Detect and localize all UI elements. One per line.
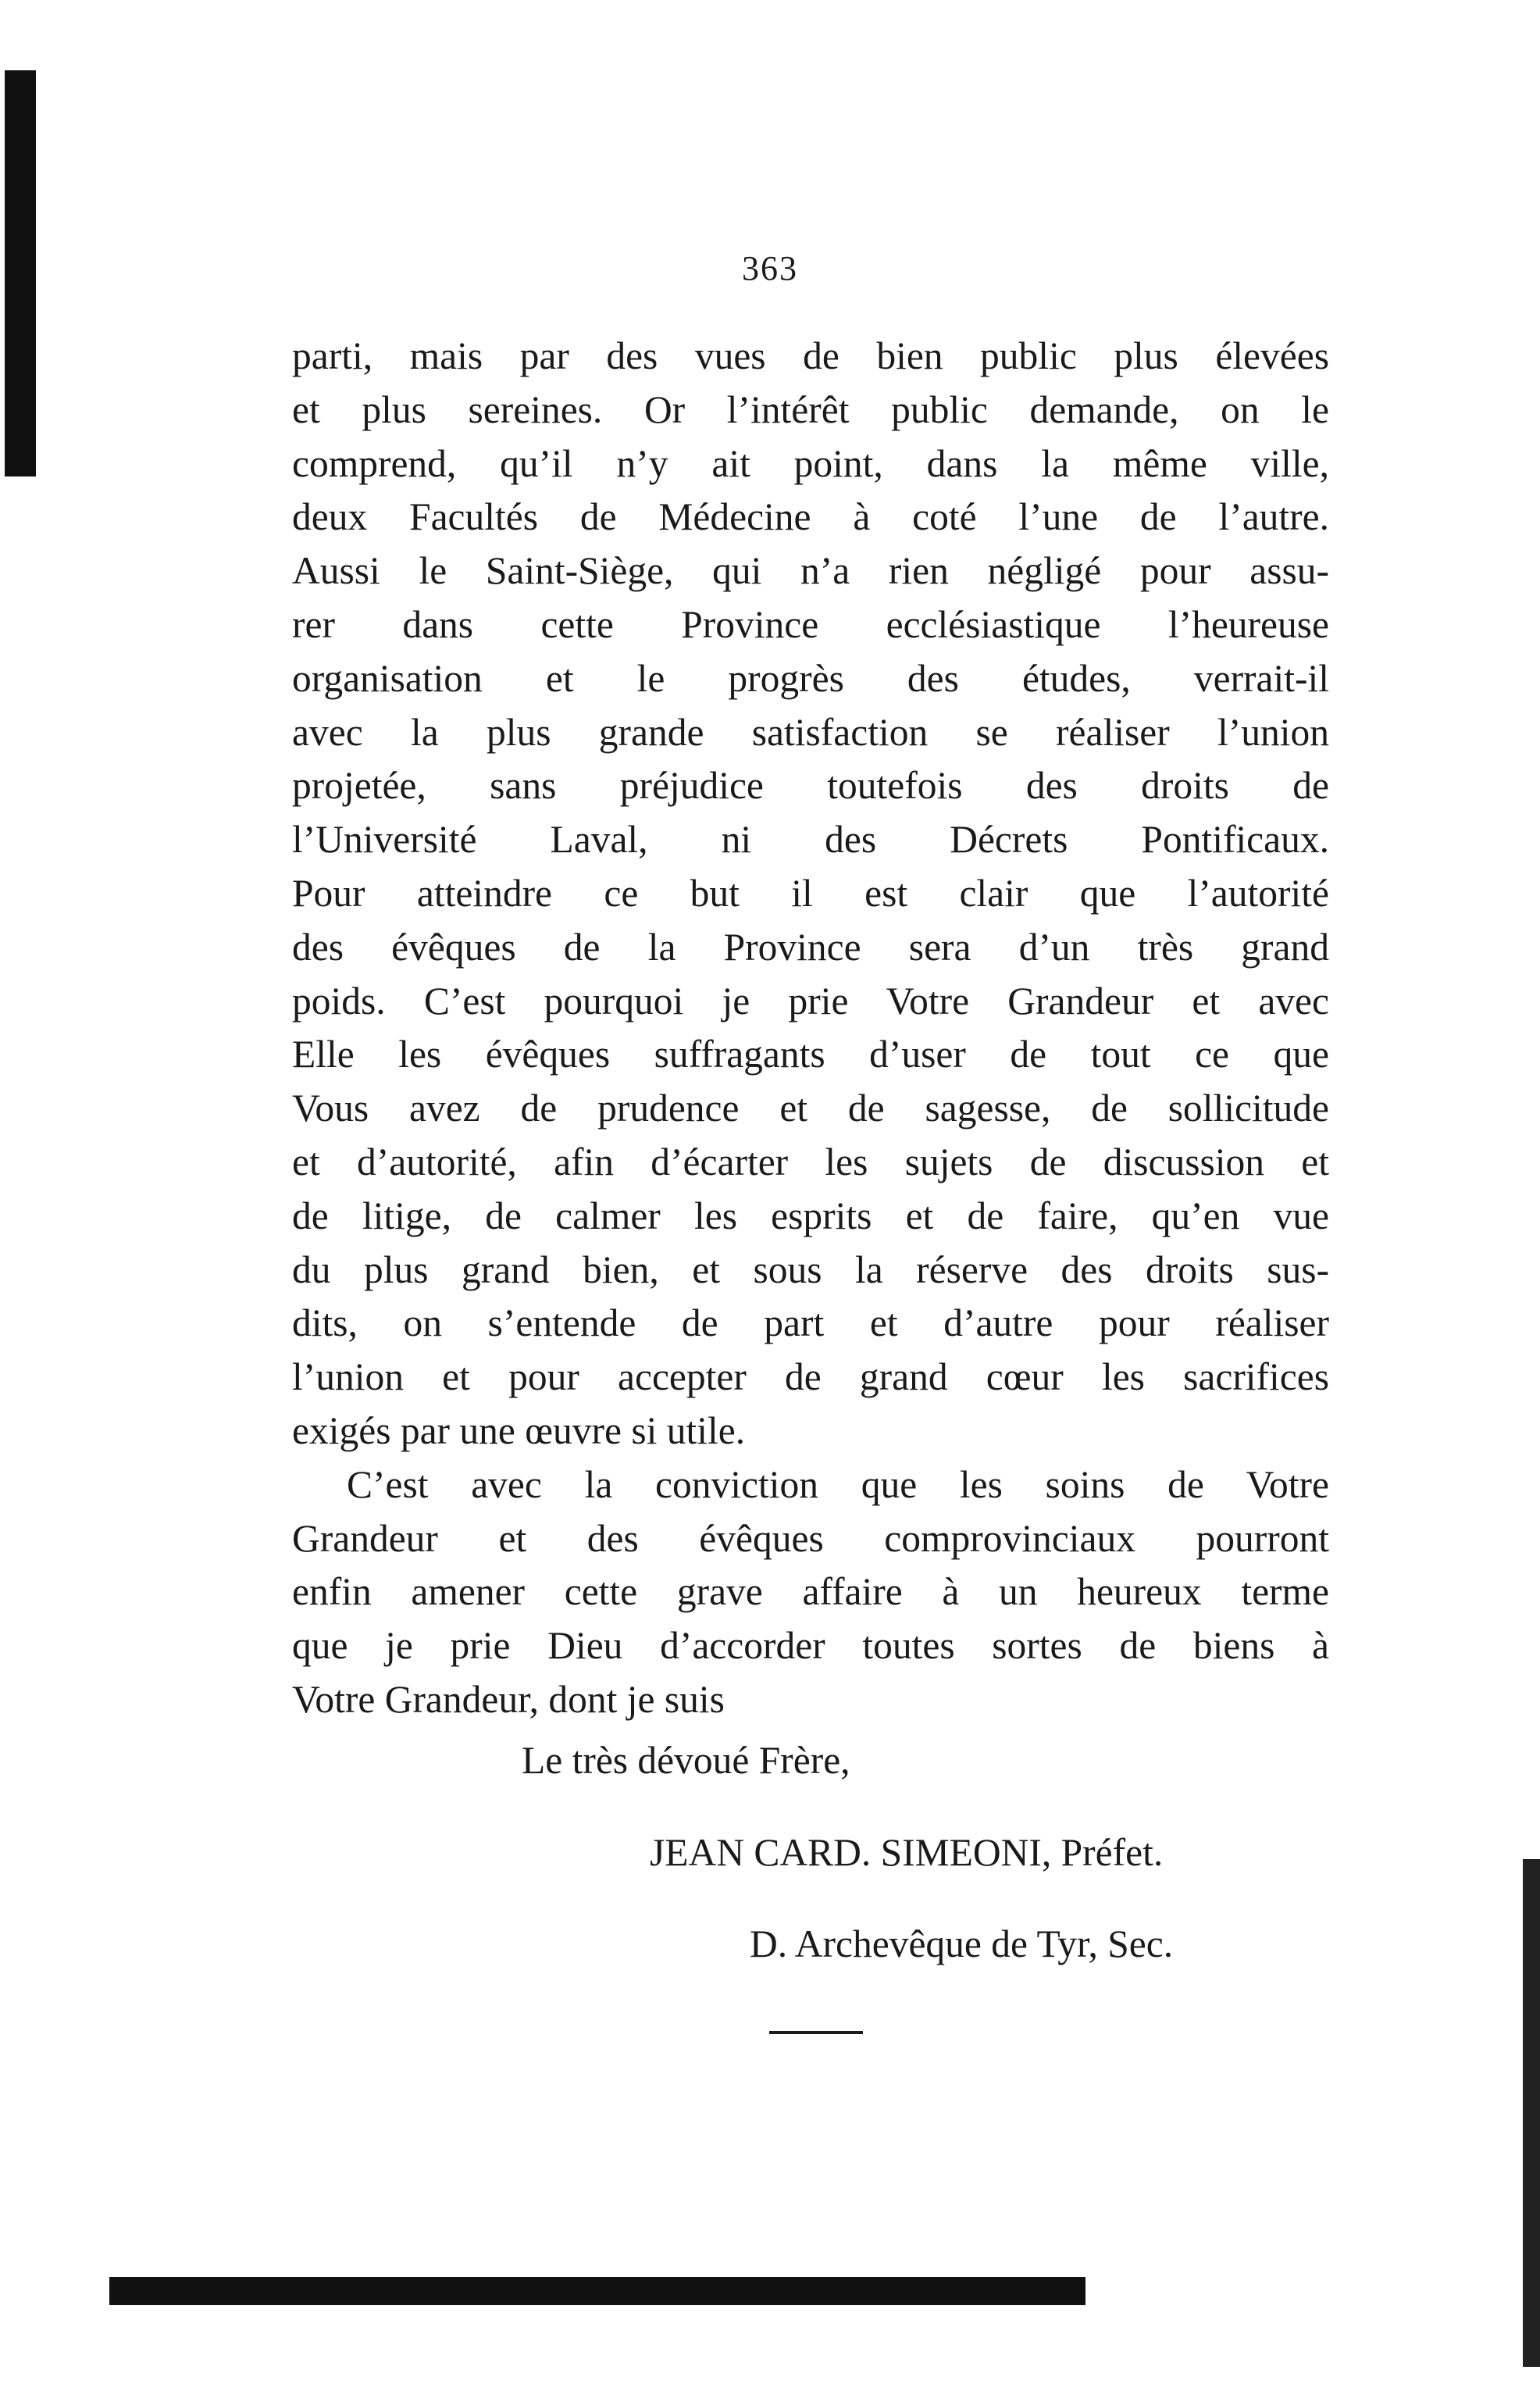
text-line: organisation et le progrès des études, verrait-il bbox=[292, 656, 1329, 700]
text-line: dits, on s’entende de part et d’autre pour réaliser bbox=[292, 1301, 1329, 1345]
text-line: Grandeur et des évêques comprovinciaux pourront bbox=[292, 1516, 1329, 1560]
scan-edge-right bbox=[1523, 1859, 1540, 2367]
signature-name: JEAN CARD. SIMEONI, Préfet. bbox=[650, 1831, 1164, 1874]
text-line: exigés par une œuvre si utile. bbox=[292, 1408, 746, 1452]
text-line: projetée, sans préjudice toutefois des droits de bbox=[292, 764, 1329, 808]
text-line: rer dans cette Province ecclésiastique l’heureuse bbox=[292, 602, 1329, 646]
text-line: enfin amener cette grave affaire à un heureux terme bbox=[292, 1570, 1329, 1614]
text-line: du plus grand bien, et sous la réserve des droits sus- bbox=[292, 1247, 1329, 1291]
scan-edge-bottom bbox=[109, 2277, 1085, 2305]
text-line: deux Facultés de Médecine à coté l’une de l’autre. bbox=[292, 495, 1329, 539]
text-line: poids. C’est pourquoi je prie Votre Grandeur et avec bbox=[292, 979, 1329, 1023]
text-line: l’Université Laval, ni des Décrets Pontificaux. bbox=[292, 818, 1329, 862]
signature-closing: Le très dévoué Frère, bbox=[522, 1739, 850, 1782]
text-line: des évêques de la Province sera d’un très grand bbox=[292, 925, 1329, 969]
text-line: que je prie Dieu d’accorder toutes sortes de biens à bbox=[292, 1624, 1329, 1668]
text-line: Vous avez de prudence et de sagesse, de sollicitude bbox=[292, 1087, 1329, 1130]
letter-body bbox=[292, 330, 1329, 1727]
text-line: Aussi le Saint-Siège, qui n’a rien négligé pour assu- bbox=[292, 549, 1329, 593]
text-line: comprend, qu’il n’y ait point, dans la même ville, bbox=[292, 441, 1329, 485]
text-line: de litige, de calmer les esprits et de faire, qu’en vue bbox=[292, 1194, 1329, 1237]
page-number: 363 bbox=[742, 249, 798, 287]
text-line: parti, mais par des vues de bien public plus élevées bbox=[292, 334, 1329, 377]
signature-secretary: D. Archevêque de Tyr, Sec. bbox=[750, 1922, 1174, 1965]
text-line: Pour atteindre ce but il est clair que l’autorité bbox=[292, 871, 1329, 915]
text-line: avec la plus grande satisfaction se réaliser l’union bbox=[292, 710, 1329, 754]
text-line: Elle les évêques suffragants d’user de tout ce que bbox=[292, 1033, 1329, 1076]
text-line: Votre Grandeur, dont je suis bbox=[292, 1677, 725, 1721]
closing-rule bbox=[769, 2031, 863, 2034]
text-line: C’est avec la conviction que les soins de Votre bbox=[347, 1462, 1329, 1506]
text-line: et plus sereines. Or l’intérêt public demande, on le bbox=[292, 387, 1329, 431]
text-line: l’union et pour accepter de grand cœur les sacrifices bbox=[292, 1355, 1329, 1399]
text-line: et d’autorité, afin d’écarter les sujets de discussion et bbox=[292, 1140, 1329, 1183]
